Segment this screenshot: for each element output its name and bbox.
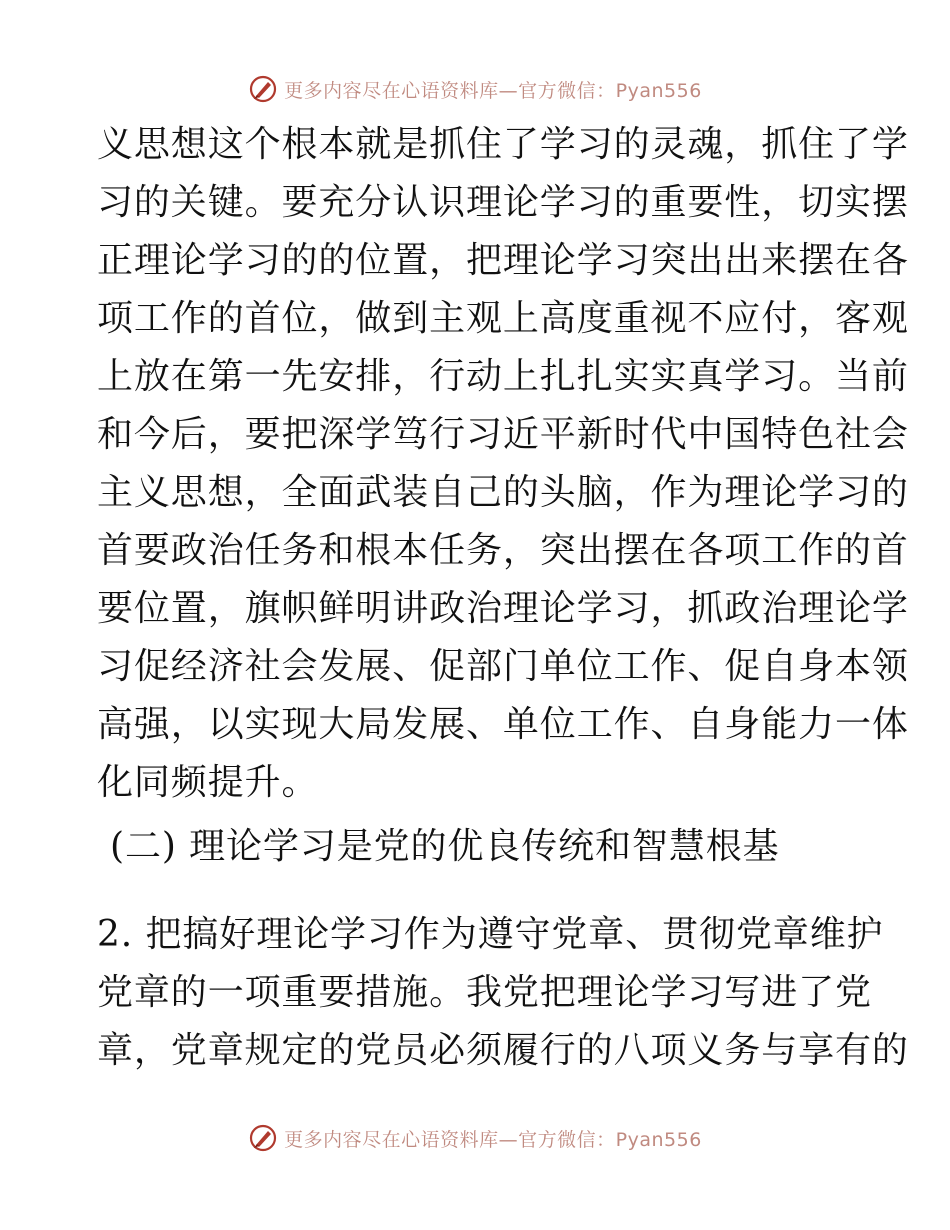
paragraph-line: 党章的一项重要措施。我党把理论学习写进了党 [97, 972, 872, 1013]
paragraph-line: 2. 把搞好理论学习作为遵守党章、贯彻党章维护 [97, 914, 884, 955]
body-paragraph-1 [97, 116, 909, 812]
section-heading-text: (二) 理论学习是党的优良传统和智慧根基 [110, 826, 780, 867]
paragraph-line: 主义思想，全面武装自己的头脑，作为理论学习的 [97, 472, 909, 513]
paragraph-line: 习促经济社会发展、促部门单位工作、促自身本领 [97, 646, 909, 687]
paragraph-line: 项工作的首位，做到主观上高度重视不应付，客观 [97, 298, 909, 339]
paragraph-line: 正理论学习的的位置，把理论学习突出出来摆在各 [97, 240, 909, 281]
pen-logo-icon [248, 74, 278, 104]
pen-logo-icon [248, 1123, 278, 1153]
paragraph-line: 要位置，旗帜鲜明讲政治理论学习，抓政治理论学 [97, 588, 909, 629]
body-paragraph-2 [97, 906, 909, 1080]
section-heading [110, 818, 850, 876]
paragraph-line: 上放在第一先安排，行动上扎扎实实真学习。当前 [97, 356, 909, 397]
paragraph-line: 和今后，要把深学笃行习近平新时代中国特色社会 [97, 414, 909, 455]
header-watermark-text: 更多内容尽在心语资料库—官方微信：Pyan556 [284, 79, 702, 102]
paragraph-line: 章，党章规定的党员必须履行的八项义务与享有的 [97, 1030, 909, 1071]
header-watermark [0, 74, 950, 104]
paragraph-line: 化同频提升。 [97, 762, 319, 803]
footer-watermark [0, 1123, 950, 1153]
paragraph-line: 首要政治任务和根本任务，突出摆在各项工作的首 [97, 530, 909, 571]
paragraph-line: 高强，以实现大局发展、单位工作、自身能力一体 [97, 704, 909, 745]
paragraph-line: 义思想这个根本就是抓住了学习的灵魂，抓住了学 [97, 124, 909, 165]
footer-watermark-text: 更多内容尽在心语资料库—官方微信：Pyan556 [284, 1128, 702, 1151]
paragraph-line: 习的关键。要充分认识理论学习的重要性，切实摆 [97, 182, 909, 223]
